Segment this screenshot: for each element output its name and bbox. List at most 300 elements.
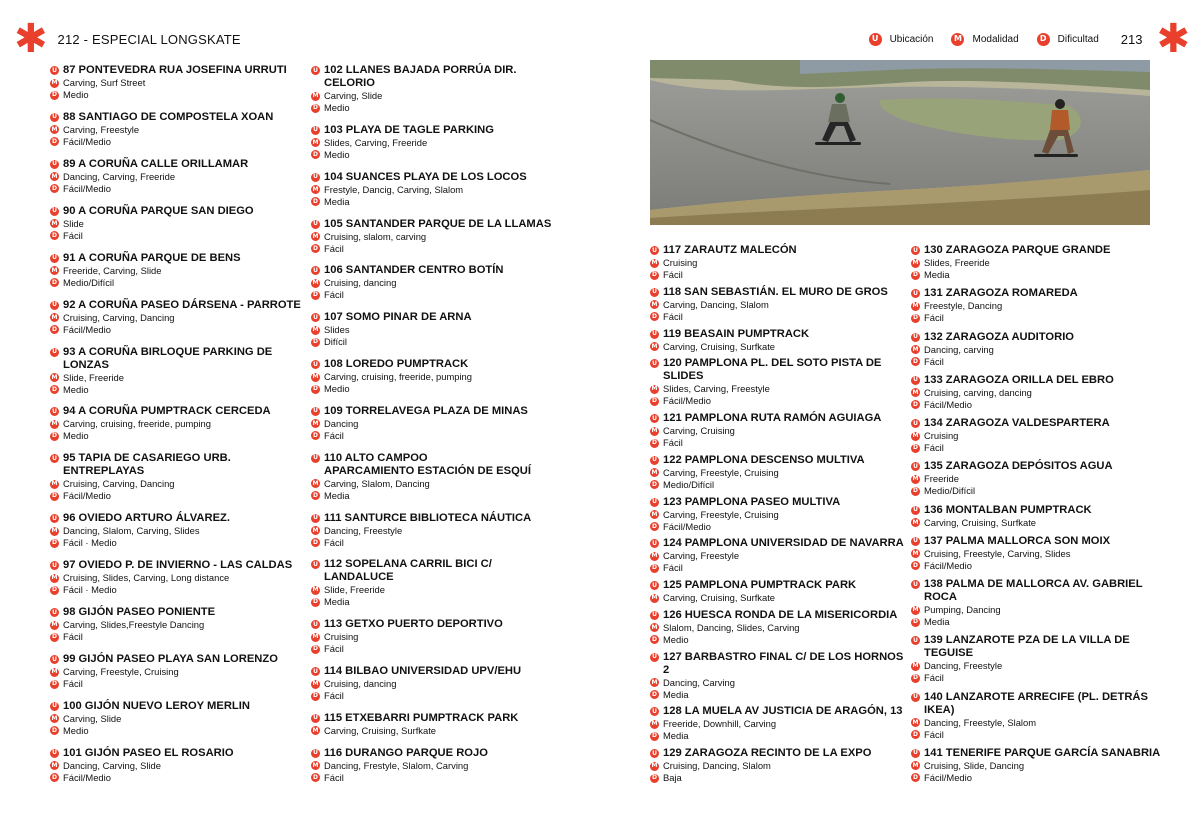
legend-label: Modalidad <box>972 33 1019 45</box>
u-badge-icon: U <box>50 655 59 664</box>
spot-title: 87 PONTEVEDRA RUA JOSEFINA URRUTI <box>63 64 287 76</box>
spot-title: 133 ZARAGOZA ORILLA DEL EBRO <box>924 373 1114 386</box>
d-badge-icon: D <box>911 271 920 280</box>
spot-modalidad: Cruising <box>324 631 359 643</box>
spot-modalidad: Dancing, Freestyle <box>924 660 1003 672</box>
u-badge-icon: U <box>911 246 920 255</box>
u-badge-icon: U <box>50 407 59 416</box>
spot-modalidad: Carving, Cruising, Surfkate <box>924 516 1037 528</box>
spot-modalidad: Freeride <box>924 473 959 485</box>
u-badge-icon: U <box>50 749 59 758</box>
spot-dificultad: Medio <box>663 633 689 645</box>
d-badge-icon: D <box>311 538 320 547</box>
spot-title: 101 GIJÓN PASEO EL ROSARIO <box>63 746 234 759</box>
asterisk-icon: ✱ <box>1156 16 1190 62</box>
spot-dificultad: Fácil <box>324 429 344 441</box>
m-badge-icon: M <box>951 33 964 46</box>
u-badge-icon: U <box>911 419 920 428</box>
spot-dificultad: Fácil <box>663 269 683 280</box>
spot-title: 116 DURANGO PARQUE ROJO <box>324 746 488 759</box>
spot-title: 140 LANZAROTE ARRECIFE (PL. DETRÁS IKEA) <box>924 690 1148 716</box>
m-badge-icon: M <box>651 427 658 434</box>
spot-entry <box>311 264 561 301</box>
spot-title: 115 ETXEBARRI PUMPTRACK PARK <box>324 711 519 724</box>
spot-dificultad: Fácil/Medio <box>63 182 111 194</box>
m-badge-icon: M <box>651 552 658 560</box>
spot-dificultad: Fácil/Medio <box>63 135 111 147</box>
m-badge-icon: M <box>312 373 319 381</box>
spot-entry <box>911 747 1171 784</box>
m-badge-icon: M <box>651 762 658 769</box>
legend-modalidad <box>951 33 1018 46</box>
spot-title: 96 OVIEDO ARTURO ÁLVAREZ. <box>63 512 230 525</box>
spot-dificultad: Medio <box>324 148 350 160</box>
spot-dificultad: Fácil/Medio <box>663 395 711 407</box>
m-badge-icon: M <box>651 300 658 308</box>
u-badge-icon: U <box>650 414 659 423</box>
spot-entry <box>650 651 905 701</box>
u-badge-icon: U <box>311 714 320 723</box>
d-badge-icon: D <box>311 385 320 394</box>
u-badge-icon: U <box>311 667 320 676</box>
spot-title: 109 TORRELAVEGA PLAZA DE MINAS <box>324 404 528 417</box>
u-badge-icon: U <box>50 301 59 310</box>
spot-modalidad: Slides, Freeride <box>924 257 990 268</box>
u-badge-icon: U <box>50 702 59 711</box>
spot-modalidad: Freeride, Carving, Slide <box>63 264 162 276</box>
spot-modalidad: Dancing, Carving <box>663 676 735 688</box>
spot-title: 132 ZARAGOZA AUDITORIO <box>924 330 1075 343</box>
spots-column-4 <box>911 244 1171 784</box>
spot-modalidad: Dancing, Freestyle, Slalom <box>924 716 1037 728</box>
spot-entry <box>650 328 905 353</box>
spot-modalidad: Carving, Freestyle <box>663 550 740 562</box>
spot-modalidad: Cruising, slalom, carving <box>324 230 427 242</box>
spot-dificultad: Media <box>924 269 950 280</box>
spot-modalidad: Dancing, carving <box>924 343 994 355</box>
spot-dificultad: Fácil <box>663 310 683 322</box>
spot-title: 99 GIJÓN PASEO PLAYA SAN LORENZO <box>63 653 278 666</box>
m-badge-icon: M <box>912 345 919 353</box>
spot-entry <box>311 665 561 702</box>
spot-entry <box>650 357 905 407</box>
d-badge-icon: D <box>311 692 320 701</box>
m-badge-icon: M <box>651 678 658 686</box>
spot-title: 112 SOPELANA CARRIL BICI C/ LANDALUCE <box>324 558 492 584</box>
u-badge-icon: U <box>50 113 59 122</box>
d-badge-icon: D <box>50 184 59 193</box>
spot-dificultad: Fácil <box>324 643 344 655</box>
spot-dificultad: Medio <box>63 383 89 395</box>
spot-title: 110 ALTO CAMPOO APARCAMIENTO ESTACIÓN DE ESQUÍ <box>324 451 531 477</box>
m-badge-icon: M <box>51 313 58 321</box>
spot-modalidad: Carving, Surf Street <box>63 77 146 88</box>
spot-dificultad: Fácil <box>663 437 683 448</box>
m-badge-icon: M <box>51 668 58 676</box>
m-badge-icon: M <box>51 172 58 180</box>
d-badge-icon: D <box>50 539 59 548</box>
spot-entry <box>50 452 305 502</box>
m-badge-icon: M <box>312 92 319 99</box>
spot-modalidad: Dancing, Carving, Freeride <box>63 170 176 182</box>
d-badge-icon: D <box>311 773 320 782</box>
spot-title: 114 BILBAO UNIVERSIDAD UPV/EHU <box>324 665 522 678</box>
spot-dificultad: Fácil <box>324 289 344 301</box>
u-badge-icon: U <box>650 611 659 620</box>
u-badge-icon: U <box>650 246 659 255</box>
m-badge-icon: M <box>312 761 319 769</box>
spot-title: 108 LOREDO PUMPTRACK <box>324 358 469 371</box>
m-badge-icon: M <box>312 726 319 734</box>
spot-modalidad: Slide, Freeride <box>324 584 385 596</box>
m-badge-icon: M <box>51 480 58 488</box>
spot-entry <box>311 64 561 114</box>
m-badge-icon: M <box>912 761 919 769</box>
u-badge-icon: U <box>911 289 920 298</box>
m-badge-icon: M <box>651 594 658 601</box>
spots-column-2 <box>311 64 561 784</box>
u-badge-icon: U <box>50 348 59 357</box>
d-badge-icon: D <box>50 278 59 287</box>
spot-modalidad: Carving, Cruising, Surfkate <box>663 592 776 603</box>
spot-modalidad: Slides <box>324 324 350 336</box>
u-badge-icon: U <box>650 653 659 662</box>
spot-modalidad: Carving, cruising, freeride, pumping <box>63 418 211 430</box>
spot-entry <box>911 691 1171 741</box>
page-number-right: 213 <box>1120 31 1143 47</box>
m-badge-icon: M <box>51 373 58 381</box>
m-badge-icon: M <box>51 266 58 274</box>
u-badge-icon: U <box>50 514 59 523</box>
spot-entry <box>311 405 561 442</box>
u-badge-icon: U <box>311 173 320 182</box>
skaters-photo <box>650 60 1150 225</box>
m-badge-icon: M <box>312 633 319 641</box>
d-badge-icon: D <box>650 564 659 573</box>
spot-title: 124 PAMPLONA UNIVERSIDAD DE NAVARRA <box>663 537 904 550</box>
spot-dificultad: Fácil <box>324 771 344 783</box>
u-badge-icon: U <box>650 288 659 297</box>
spot-title: 102 LLANES BAJADA PORRÚA DIR. CELORIO <box>324 64 517 89</box>
spot-entry <box>50 158 305 195</box>
spot-entry <box>650 244 905 281</box>
m-badge-icon: M <box>651 720 658 728</box>
d-badge-icon: D <box>50 91 59 100</box>
m-badge-icon: M <box>312 586 319 594</box>
spot-entry <box>311 218 561 255</box>
spot-entry <box>650 286 905 323</box>
u-badge-icon: U <box>650 456 659 465</box>
spot-modalidad: Cruising, Slide, Dancing <box>924 759 1025 771</box>
spot-entry <box>50 299 305 336</box>
d-badge-icon: D <box>911 674 920 683</box>
spot-entry <box>650 496 905 533</box>
spot-dificultad: Fácil <box>924 442 944 454</box>
m-badge-icon: M <box>51 527 58 535</box>
m-badge-icon: M <box>312 185 319 193</box>
m-badge-icon: M <box>51 621 58 629</box>
m-badge-icon: M <box>912 662 919 670</box>
d-badge-icon: D <box>50 137 59 146</box>
spot-title: 139 LANZAROTE PZA DE LA VILLA DE TEGUISE <box>924 634 1130 660</box>
m-badge-icon: M <box>312 326 319 334</box>
u-badge-icon: U <box>650 749 659 758</box>
spot-entry <box>50 512 305 549</box>
spot-dificultad: Media <box>924 616 950 628</box>
u-badge-icon: U <box>50 207 59 216</box>
d-badge-icon: D <box>50 385 59 394</box>
d-badge-icon: D <box>911 730 920 739</box>
spot-title: 125 PAMPLONA PUMPTRACK PARK <box>663 579 857 591</box>
spot-dificultad: Medio/Difícil <box>663 478 715 490</box>
d-badge-icon: D <box>50 492 59 501</box>
spot-entry <box>650 609 905 646</box>
spot-entry <box>650 454 905 491</box>
spot-dificultad: Fácil/Medio <box>63 490 111 502</box>
spot-modalidad: Dancing <box>324 417 359 429</box>
skaters-photo-illustration <box>650 60 1150 225</box>
spot-dificultad: Fácil · Medio <box>63 584 117 596</box>
spot-entry <box>50 653 305 690</box>
spot-modalidad: Pumping, Dancing <box>924 604 1001 616</box>
d-badge-icon: D <box>650 397 659 406</box>
spot-entry <box>50 606 305 643</box>
d-badge-icon: D <box>911 561 920 570</box>
u-badge-icon: U <box>911 693 920 702</box>
spot-entry <box>911 504 1171 529</box>
m-badge-icon: M <box>912 302 919 310</box>
m-badge-icon: M <box>312 479 319 487</box>
spot-modalidad: Carving, Cruising, Surfkate <box>324 724 437 736</box>
spot-modalidad: Dancing, Slalom, Carving, Slides <box>63 525 200 537</box>
spot-title: 93 A CORUÑA BIRLOQUE PARKING DE LONZAS <box>63 345 273 371</box>
m-badge-icon: M <box>51 574 58 582</box>
spot-modalidad: Dancing, Freestyle <box>324 524 403 536</box>
spot-modalidad: Carving, Slalom, Dancing <box>324 477 430 489</box>
d-badge-icon: D <box>911 400 920 409</box>
m-badge-icon: M <box>312 279 319 287</box>
d-badge-icon: D <box>650 732 659 741</box>
spot-dificultad: Fácil/Medio <box>924 771 972 783</box>
spot-title: 98 GIJÓN PASEO PONIENTE <box>63 606 216 619</box>
spot-modalidad: Carving, Freestyle <box>63 123 140 135</box>
d-badge-icon: D <box>911 487 920 496</box>
d-badge-icon: D <box>650 522 659 531</box>
spot-modalidad: Frestyle, Dancig, Carving, Slalom <box>324 183 464 195</box>
spot-entry <box>650 747 905 784</box>
d-badge-icon: D <box>311 291 320 300</box>
spot-title: 120 PAMPLONA PL. DEL SOTO PISTA DE SLIDES <box>663 357 882 383</box>
spot-entry <box>911 634 1171 684</box>
spot-dificultad: Medio <box>324 383 350 395</box>
spot-dificultad: Media <box>663 688 689 700</box>
d-badge-icon: D <box>650 439 659 448</box>
spot-title: 89 A CORUÑA CALLE ORILLAMAR <box>63 157 249 170</box>
spot-title: 111 SANTURCE BIBLIOTECA NÁUTICA <box>324 511 532 524</box>
spot-modalidad: Carving, Cruising <box>663 425 735 436</box>
spot-modalidad: Dancing, Frestyle, Slalom, Carving <box>324 759 469 771</box>
d-badge-icon: D <box>650 690 659 699</box>
spot-modalidad: Cruising, dancing <box>324 678 397 690</box>
legend-ubicacion <box>869 33 934 46</box>
m-badge-icon: M <box>312 680 319 688</box>
u-badge-icon: U <box>311 560 320 569</box>
spot-modalidad: Carving, Cruising, Surfkate <box>663 340 776 352</box>
spot-entry <box>911 331 1171 368</box>
spot-modalidad: Carving, Freestyle, Cruising <box>663 508 779 520</box>
spot-dificultad: Fácil <box>63 631 83 643</box>
spot-title: 103 PLAYA DE TAGLE PARKING <box>324 123 494 136</box>
header-left <box>14 16 241 62</box>
d-badge-icon: D <box>650 271 659 280</box>
u-badge-icon: U <box>311 126 320 135</box>
m-badge-icon: M <box>312 526 319 534</box>
u-badge-icon: U <box>911 376 920 385</box>
spot-dificultad: Medio <box>324 102 350 113</box>
spot-dificultad: Medio/Difícil <box>924 485 976 497</box>
spot-title: 137 PALMA MALLORCA SON MOIX <box>924 534 1111 547</box>
d-badge-icon: D <box>311 431 320 440</box>
spot-title: 106 SANTANDER CENTRO BOTÍN <box>324 264 504 277</box>
d-badge-icon: D <box>1037 33 1050 46</box>
spot-dificultad: Media <box>324 195 350 207</box>
spot-entry <box>311 452 561 502</box>
d-badge-icon: D <box>50 325 59 334</box>
u-badge-icon: U <box>911 636 920 645</box>
spot-title: 135 ZARAGOZA DEPÓSITOS AGUA <box>924 460 1113 473</box>
spots-column-1 <box>50 64 305 784</box>
spot-entry <box>50 405 305 442</box>
spot-title: 104 SUANCES PLAYA DE LOS LOCOS <box>324 170 527 183</box>
spot-dificultad: Medio <box>63 89 89 100</box>
spot-dificultad: Fácil <box>324 690 344 702</box>
u-badge-icon: U <box>911 749 920 758</box>
spot-dificultad: Fácil · Medio <box>63 537 117 549</box>
spot-modalidad: Cruising, carving, dancing <box>924 386 1032 398</box>
spot-title: 94 A CORUÑA PUMPTRACK CERCEDA <box>63 405 271 418</box>
spot-title: 119 BEASAIN PUMPTRACK <box>663 327 810 340</box>
spot-title: 129 ZARAGOZA RECINTO DE LA EXPO <box>663 747 872 759</box>
d-badge-icon: D <box>311 244 320 253</box>
spot-dificultad: Baja <box>663 772 682 783</box>
d-badge-icon: D <box>50 680 59 689</box>
u-badge-icon: U <box>311 360 320 369</box>
m-badge-icon: M <box>912 606 919 614</box>
spot-modalidad: Slides, Carving, Freestyle <box>663 383 770 395</box>
m-badge-icon: M <box>912 549 919 557</box>
spot-modalidad: Dancing, Carving, Slide <box>63 759 161 771</box>
spot-dificultad: Medio <box>63 724 89 736</box>
spot-dificultad: Fácil/Medio <box>63 771 111 783</box>
u-badge-icon: U <box>311 407 320 416</box>
d-badge-icon: D <box>650 635 659 644</box>
spot-entry <box>650 412 905 449</box>
u-badge-icon: U <box>311 66 320 75</box>
spot-title: 90 A CORUÑA PARQUE SAN DIEGO <box>63 204 254 217</box>
d-badge-icon: D <box>311 104 320 113</box>
spot-title: 105 SANTANDER PARQUE DE LA LLAMAS <box>324 217 552 230</box>
spot-modalidad: Slalom, Dancing, Slides, Carving <box>663 621 800 633</box>
spot-modalidad: Carving, Slides,Freestyle Dancing <box>63 619 205 631</box>
u-badge-icon: U <box>311 514 320 523</box>
spot-modalidad: Freeride, Downhill, Carving <box>663 718 777 730</box>
spot-entry <box>311 618 561 655</box>
spot-title: 113 GETXO PUERTO DEPORTIVO <box>324 618 503 631</box>
m-badge-icon: M <box>651 623 658 631</box>
spot-dificultad: Fácil <box>63 678 83 690</box>
spot-entry <box>911 374 1171 411</box>
spot-modalidad: Carving, Slide <box>324 90 383 101</box>
d-badge-icon: D <box>311 150 320 159</box>
m-badge-icon: M <box>51 219 58 227</box>
spot-title: 123 PAMPLONA PASEO MULTIVA <box>663 495 841 508</box>
m-badge-icon: M <box>651 468 658 476</box>
spot-entry <box>911 578 1171 628</box>
spot-entry <box>650 705 905 742</box>
page-title-left: 212 - ESPECIAL LONGSKATE <box>57 31 241 47</box>
m-badge-icon: M <box>651 510 658 518</box>
spot-title: 136 MONTALBAN PUMPTRACK <box>924 503 1092 516</box>
d-badge-icon: D <box>650 480 659 489</box>
u-badge-icon: U <box>50 254 59 263</box>
spot-modalidad: Slides, Carving, Freeride <box>324 136 428 148</box>
spot-modalidad: Cruising <box>924 430 959 442</box>
spot-entry <box>911 244 1171 281</box>
spot-dificultad: Fácil <box>663 562 683 574</box>
spot-title: 118 SAN SEBASTIÁN. EL MURO DE GROS <box>663 285 888 298</box>
u-badge-icon: U <box>311 313 320 322</box>
spot-title: 97 OVIEDO P. DE INVIERNO - LAS CALDAS <box>63 559 293 572</box>
spot-title: 126 HUESCA RONDA DE LA MISERICORDIA <box>663 608 898 621</box>
spot-dificultad: Fácil <box>924 355 944 367</box>
d-badge-icon: D <box>911 444 920 453</box>
spot-entry <box>650 537 905 574</box>
spot-entry <box>311 712 561 737</box>
spot-title: 122 PAMPLONA DESCENSO MULTIVA <box>663 453 865 466</box>
spot-dificultad: Fácil/Medio <box>63 323 111 335</box>
spot-entry <box>311 171 561 208</box>
u-badge-icon: U <box>311 749 320 758</box>
legend-label: Ubicación <box>889 33 934 45</box>
d-badge-icon: D <box>311 197 320 206</box>
spot-entry <box>50 252 305 289</box>
u-badge-icon: U <box>650 330 659 339</box>
d-badge-icon: D <box>50 231 59 240</box>
spot-modalidad: Cruising, Carving, Dancing <box>63 478 175 490</box>
spot-dificultad: Fácil/Medio <box>924 559 972 571</box>
spots-column-3 <box>650 244 905 784</box>
asterisk-icon: ✱ <box>14 16 48 62</box>
m-badge-icon: M <box>312 138 319 146</box>
u-badge-icon: U <box>50 454 59 463</box>
spot-dificultad: Media <box>324 596 350 608</box>
spot-title: 131 ZARAGOZA ROMAREDA <box>924 287 1078 300</box>
spot-dificultad: Fácil <box>924 728 944 740</box>
spot-title: 117 ZARAUTZ MALECÓN <box>663 244 797 256</box>
spot-title: 130 ZARAGOZA PARQUE GRANDE <box>924 244 1111 256</box>
spot-entry <box>50 111 305 148</box>
spot-modalidad: Carving, Dancing, Slalom <box>663 298 769 310</box>
u-badge-icon: U <box>311 454 320 463</box>
spot-modalidad: Carving, cruising, freeride, pumping <box>324 371 472 383</box>
u-badge-icon: U <box>650 498 659 507</box>
u-badge-icon: U <box>50 66 59 75</box>
spot-title: 121 PAMPLONA RUTA RAMÓN AGUIAGA <box>663 412 882 424</box>
u-badge-icon: U <box>650 707 659 716</box>
d-badge-icon: D <box>311 338 320 347</box>
u-badge-icon: U <box>911 333 920 342</box>
spot-dificultad: Medio <box>63 430 89 442</box>
